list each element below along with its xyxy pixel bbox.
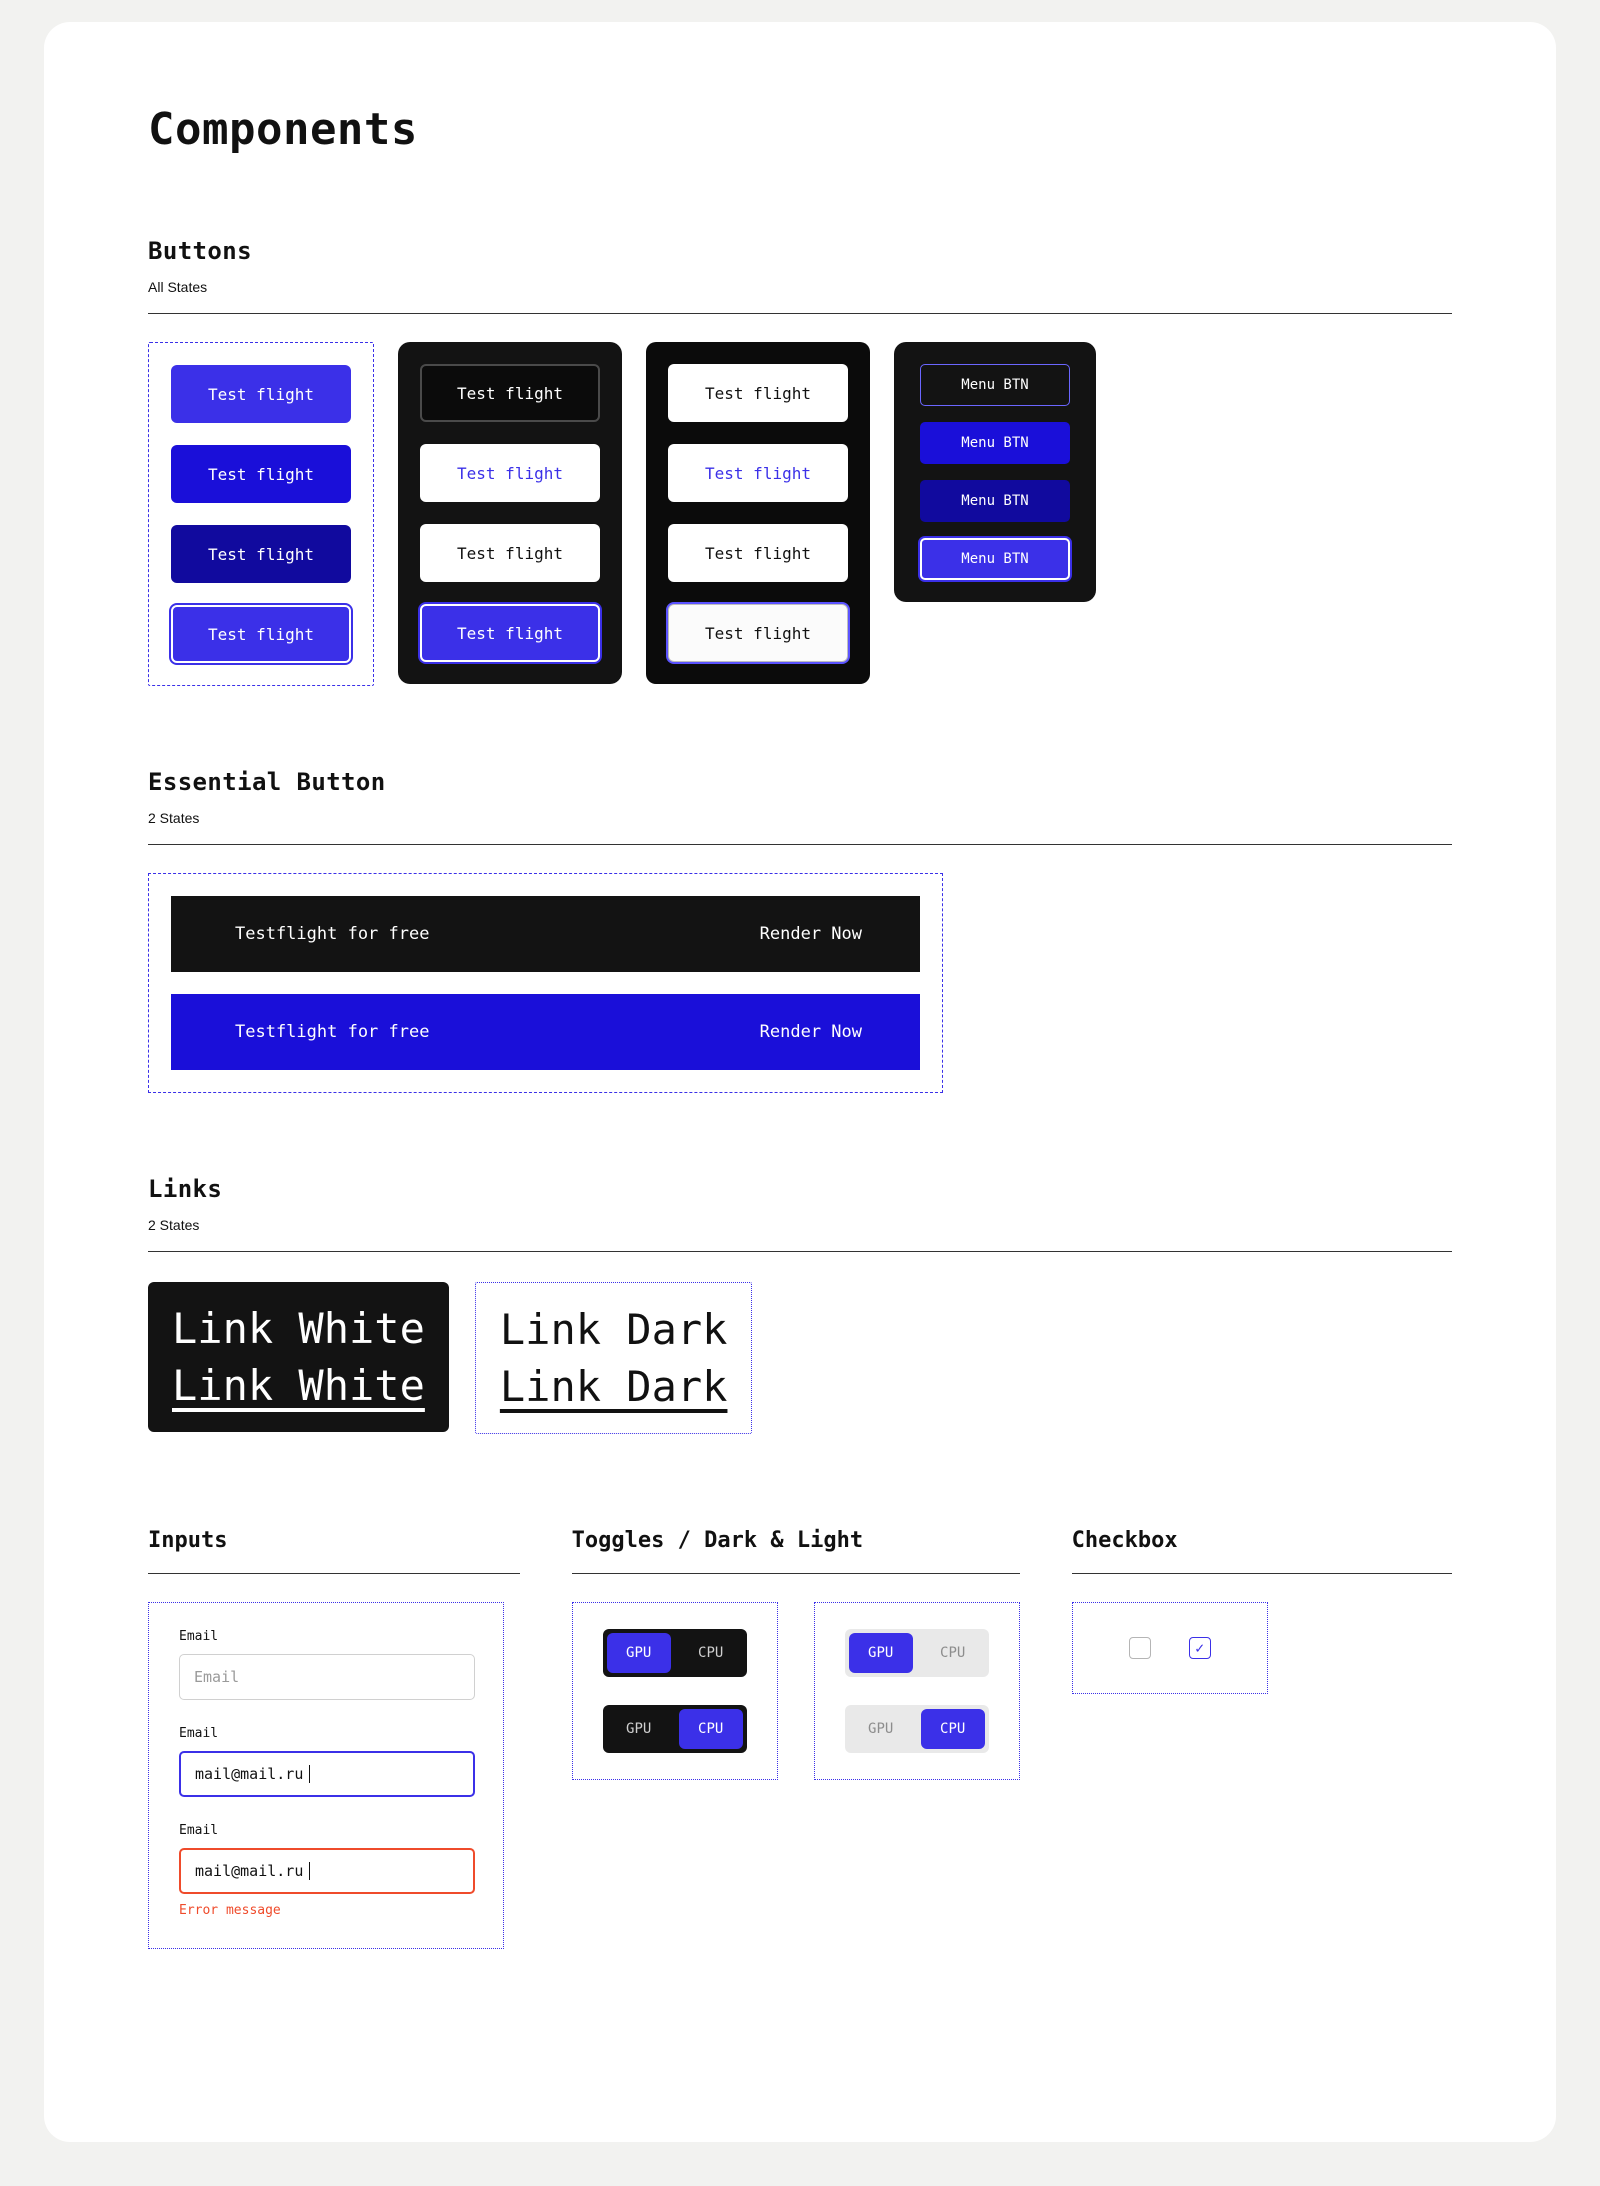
section-heading-checkbox: Checkbox: [1071, 1528, 1178, 1553]
essential-button-right-label: Render Now: [759, 1022, 862, 1042]
inputs-section: [148, 1528, 520, 1949]
menu-button[interactable]: Menu BTN: [920, 422, 1070, 464]
checkbox-section: [1072, 1528, 1452, 1949]
essential-button-left-label: Testflight for free: [235, 1022, 430, 1042]
menu-button[interactable]: Menu BTN: [920, 480, 1070, 522]
test-flight-button[interactable]: Test flight: [171, 365, 351, 423]
section-heading-toggles: Toggles / Dark & Light: [571, 1528, 864, 1553]
gpu-cpu-toggle-light-gpu[interactable]: [845, 1629, 989, 1677]
essential-button-dark[interactable]: [171, 896, 920, 972]
gpu-cpu-toggle-dark-cpu[interactable]: [603, 1705, 747, 1753]
content-sheet: [44, 22, 1556, 2142]
link-dark[interactable]: Link Dark: [499, 1305, 728, 1354]
checkbox-checked[interactable]: ✓: [1189, 1637, 1211, 1659]
divider: [148, 1573, 520, 1574]
divider: [148, 1251, 1452, 1252]
test-flight-button[interactable]: Test flight: [668, 364, 848, 422]
gpu-cpu-toggle-dark-gpu[interactable]: [603, 1629, 747, 1677]
email-label: Email: [179, 1823, 219, 1838]
email-input-value: mail@mail.ru: [195, 1862, 304, 1880]
gpu-cpu-toggle-light-cpu[interactable]: [845, 1705, 989, 1753]
input-field-empty: [179, 1629, 473, 1700]
link-white[interactable]: Link White: [172, 1304, 425, 1353]
menu-button-focused[interactable]: Menu BTN: [920, 538, 1070, 580]
email-label: Email: [179, 1629, 219, 1644]
section-heading-inputs: Inputs: [148, 1528, 228, 1553]
test-flight-button[interactable]: Test flight: [171, 525, 351, 583]
section-heading-essential-button: Essential Button: [148, 768, 386, 796]
text-caret: [309, 1765, 310, 1783]
toggle-option-gpu[interactable]: GPU: [607, 1633, 671, 1673]
toggle-option-cpu[interactable]: CPU: [679, 1709, 743, 1749]
essential-button-left-label: Testflight for free: [235, 924, 430, 944]
input-field-focused: [179, 1726, 473, 1797]
section-sub-links: 2 States: [148, 1217, 200, 1233]
test-flight-button-focused[interactable]: Test flight: [420, 604, 600, 662]
toggles-section: [572, 1528, 1020, 1949]
section-sub-buttons: All States: [148, 279, 208, 295]
text-caret: [309, 1862, 310, 1880]
essential-button-blue[interactable]: [171, 994, 920, 1070]
error-message: Error message: [179, 1903, 281, 1918]
test-flight-button[interactable]: Test flight: [420, 524, 600, 582]
toggle-option-cpu[interactable]: CPU: [921, 1709, 985, 1749]
toggle-option-cpu[interactable]: CPU: [698, 1645, 724, 1661]
toggles-showcase: [572, 1602, 1020, 1780]
button-group-menu: [894, 342, 1096, 602]
email-label: Email: [179, 1726, 219, 1741]
test-flight-button-outline[interactable]: Test flight: [420, 364, 600, 422]
toggle-option-cpu[interactable]: CPU: [940, 1645, 966, 1661]
divider: [572, 1573, 1020, 1574]
checkbox-unchecked[interactable]: [1129, 1637, 1151, 1659]
toggle-option-gpu[interactable]: GPU: [626, 1721, 652, 1737]
test-flight-button[interactable]: Test flight: [171, 445, 351, 503]
page-title: Components: [148, 104, 418, 155]
toggle-group-dark: [572, 1602, 778, 1780]
checkbox-showcase: [1072, 1602, 1268, 1694]
divider: [148, 313, 1452, 314]
toggle-option-gpu[interactable]: GPU: [849, 1633, 913, 1673]
link-group-dark: [475, 1282, 753, 1434]
section-sub-essential-button: 2 States: [148, 810, 200, 826]
toggle-option-gpu[interactable]: GPU: [868, 1721, 894, 1737]
menu-button[interactable]: Menu BTN: [920, 364, 1070, 406]
button-group-dark-alt: [646, 342, 870, 684]
toggle-group-light: [814, 1602, 1020, 1780]
divider: [1072, 1573, 1452, 1574]
email-input-value: mail@mail.ru: [195, 1765, 304, 1783]
test-flight-button-focused[interactable]: Test flight: [668, 604, 848, 662]
test-flight-button[interactable]: Test flight: [668, 444, 848, 502]
test-flight-button[interactable]: Test flight: [668, 524, 848, 582]
inputs-showcase: [148, 1602, 504, 1949]
essential-button-right-label: Render Now: [759, 924, 862, 944]
link-group-white: [148, 1282, 449, 1432]
link-dark-underlined[interactable]: Link Dark: [499, 1362, 728, 1411]
section-heading-links: Links: [148, 1175, 223, 1203]
email-input-error[interactable]: [179, 1848, 475, 1894]
links-showcase: [148, 1282, 1452, 1434]
section-heading-buttons: Buttons: [148, 237, 252, 265]
test-flight-button-focused[interactable]: Test flight: [171, 605, 351, 663]
button-group-dark: [398, 342, 622, 684]
email-input-empty[interactable]: Email: [179, 1654, 475, 1700]
buttons-showcase: [148, 342, 1452, 686]
link-white-underlined[interactable]: Link White: [172, 1361, 425, 1410]
test-flight-button[interactable]: Test flight: [420, 444, 600, 502]
divider: [148, 844, 1452, 845]
email-input-focused[interactable]: [179, 1751, 475, 1797]
button-group-light: [148, 342, 374, 686]
essential-button-showcase: [148, 873, 943, 1093]
input-field-error: [179, 1823, 473, 1918]
bottom-sections: [148, 1528, 1452, 1949]
